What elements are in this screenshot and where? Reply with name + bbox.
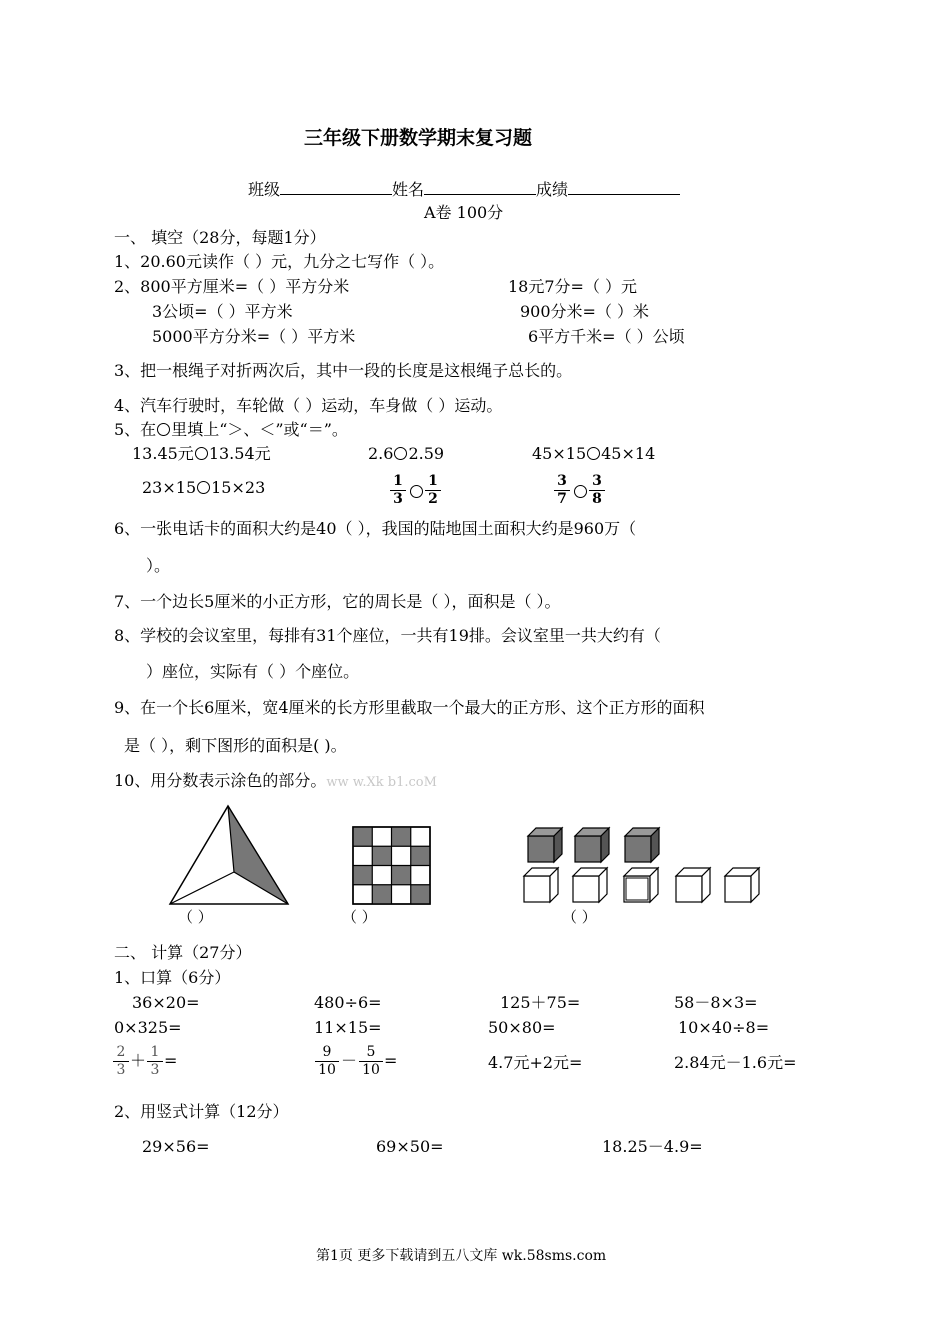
question-8: 8、学校的会议室里，每排有31个座位，一共有19排。会议室里一共大约有（ xyxy=(114,626,661,645)
question-9: 9、在一个长6厘米，宽4厘米的长方形里截取一个最大的正方形、这个正方形的面积 xyxy=(114,698,705,717)
section1-heading: 一、 填空（28分，每题1分） xyxy=(114,228,326,247)
question-6-cont: ）。 xyxy=(146,556,171,575)
question-2d: 900分米=（ ）米 xyxy=(520,302,650,321)
student-info-line xyxy=(248,178,680,200)
compare-left: 23×15 xyxy=(142,478,197,497)
question-2a: 2、800平方厘米=（ ）平方分米 xyxy=(114,277,350,296)
calc-item: 4.7元+2元= xyxy=(488,1053,583,1072)
compare-circle-icon xyxy=(157,423,170,436)
compare-circle-icon[interactable] xyxy=(195,447,208,460)
fraction-three-sevenths: $\frac{3}{7}$ xyxy=(554,474,570,507)
section2-heading: 二、 计算（27分） xyxy=(114,943,252,962)
vertical-calc-item: 29×56= xyxy=(142,1137,210,1156)
question-7: 7、一个边长5厘米的小正方形，它的周长是（ ），面积是（ ）。 xyxy=(114,592,561,611)
compare-circle-icon[interactable] xyxy=(587,447,600,460)
calc-item: 58－8×3= xyxy=(674,993,758,1012)
compare-right: 45×14 xyxy=(601,444,656,463)
equals-sign: = xyxy=(164,1051,178,1070)
fraction-one-third: $\frac{1}{3}$ xyxy=(147,1045,163,1078)
calc-item: 11×15= xyxy=(314,1018,382,1037)
compare-item-4 xyxy=(142,478,265,498)
question-1: 1、20.60元读作（ ）元，九分之七写作（ ）。 xyxy=(114,252,445,271)
question-8-cont: ）座位，实际有（ ）个座位。 xyxy=(146,662,360,681)
calc-item: 10×40÷8= xyxy=(678,1018,770,1037)
vertical-calc-heading: 2、用竖式计算（12分） xyxy=(114,1102,289,1121)
calc-item: 480÷6= xyxy=(314,993,382,1012)
compare-right: 2.59 xyxy=(408,444,445,463)
compare-left: 2.6 xyxy=(368,444,394,463)
calc-item: 36×20= xyxy=(132,993,200,1012)
question-2b: 18元7分=（ ）元 xyxy=(508,277,638,296)
calc-item: 125＋75= xyxy=(500,993,581,1012)
vertical-calc-item: 69×50= xyxy=(376,1137,444,1156)
equals-sign: = xyxy=(384,1051,398,1070)
vertical-calc-item: 18.25－4.9= xyxy=(602,1137,703,1156)
compare-left: 13.45元 xyxy=(132,444,194,463)
fraction-two-thirds: $\frac{2}{3}$ xyxy=(113,1045,129,1078)
compare-item-1 xyxy=(132,444,271,464)
answer-paren-1[interactable]: （ ） xyxy=(178,908,213,926)
compare-item-3 xyxy=(532,444,655,464)
calc-item: 2.84元－1.6元= xyxy=(674,1053,797,1072)
fraction-one-half: $\frac{1}{2}$ xyxy=(425,474,441,507)
question-2f: 6平方千米=（ ）公顷 xyxy=(528,327,685,346)
compare-circle-icon[interactable] xyxy=(410,485,423,498)
compare-circle-icon[interactable] xyxy=(197,481,210,494)
oral-calc-heading: 1、口算（6分） xyxy=(114,968,231,987)
name-label: 姓名 xyxy=(392,180,425,199)
score-label: 成绩 xyxy=(536,180,569,199)
compare-right: 13.54元 xyxy=(208,444,271,463)
fraction-one-third: $\frac{1}{3}$ xyxy=(390,474,406,507)
score-field[interactable] xyxy=(568,178,680,195)
page-footer: 第1页 更多下载请到五八文库 wk.58sms.com xyxy=(316,1248,607,1264)
calc-item: 50×80= xyxy=(488,1018,556,1037)
compare-circle-icon[interactable] xyxy=(574,485,587,498)
calc-item: 0×325= xyxy=(114,1018,182,1037)
q5-suffix: 里填上“＞、＜”或“＝”。 xyxy=(171,420,348,439)
class-label: 班级 xyxy=(248,180,281,199)
q5-prefix: 5、在 xyxy=(114,420,157,439)
name-field[interactable] xyxy=(424,178,536,195)
q10-text: 10、用分数表示涂色的部分。 xyxy=(114,771,327,790)
paper-label: A卷 100分 xyxy=(424,203,504,222)
question-2c: 3公顷=（ ）平方米 xyxy=(152,302,293,321)
answer-paren-3[interactable]: （ ） xyxy=(562,908,597,926)
class-field[interactable] xyxy=(280,178,392,195)
minus-operator: － xyxy=(341,1051,358,1070)
grid-figure xyxy=(352,826,432,906)
question-9-cont: 是（ ），剩下图形的面积是( )。 xyxy=(124,736,347,755)
watermark: ww w.Xk b1.coM xyxy=(326,775,437,790)
question-5 xyxy=(114,420,348,440)
cubes-figure xyxy=(520,824,770,906)
answer-paren-2[interactable]: （ ） xyxy=(342,908,377,926)
question-3: 3、把一根绳子对折两次后，其中一段的长度是这根绳子总长的。 xyxy=(114,361,573,380)
fraction-three-eighths: $\frac{3}{8}$ xyxy=(589,474,605,507)
compare-right: 15×23 xyxy=(211,478,266,497)
question-6: 6、一张电话卡的面积大约是40（ ），我国的陆地国土面积大约是960万（ xyxy=(114,519,637,538)
question-2e: 5000平方分米=（ ）平方米 xyxy=(152,327,356,346)
fraction-five-tenths: $\frac{5}{10}$ xyxy=(359,1045,383,1078)
compare-circle-icon[interactable] xyxy=(394,447,407,460)
triangle-figure xyxy=(166,800,296,910)
fraction-nine-tenths: $\frac{9}{10}$ xyxy=(315,1045,339,1078)
compare-left: 45×15 xyxy=(532,444,587,463)
page-title: 三年级下册数学期末复习题 xyxy=(304,127,533,149)
question-4: 4、汽车行驶时，车轮做（ ）运动，车身做（ ）运动。 xyxy=(114,396,503,415)
question-10 xyxy=(114,771,437,793)
compare-item-2 xyxy=(368,444,444,464)
plus-operator: ＋ xyxy=(130,1051,147,1070)
